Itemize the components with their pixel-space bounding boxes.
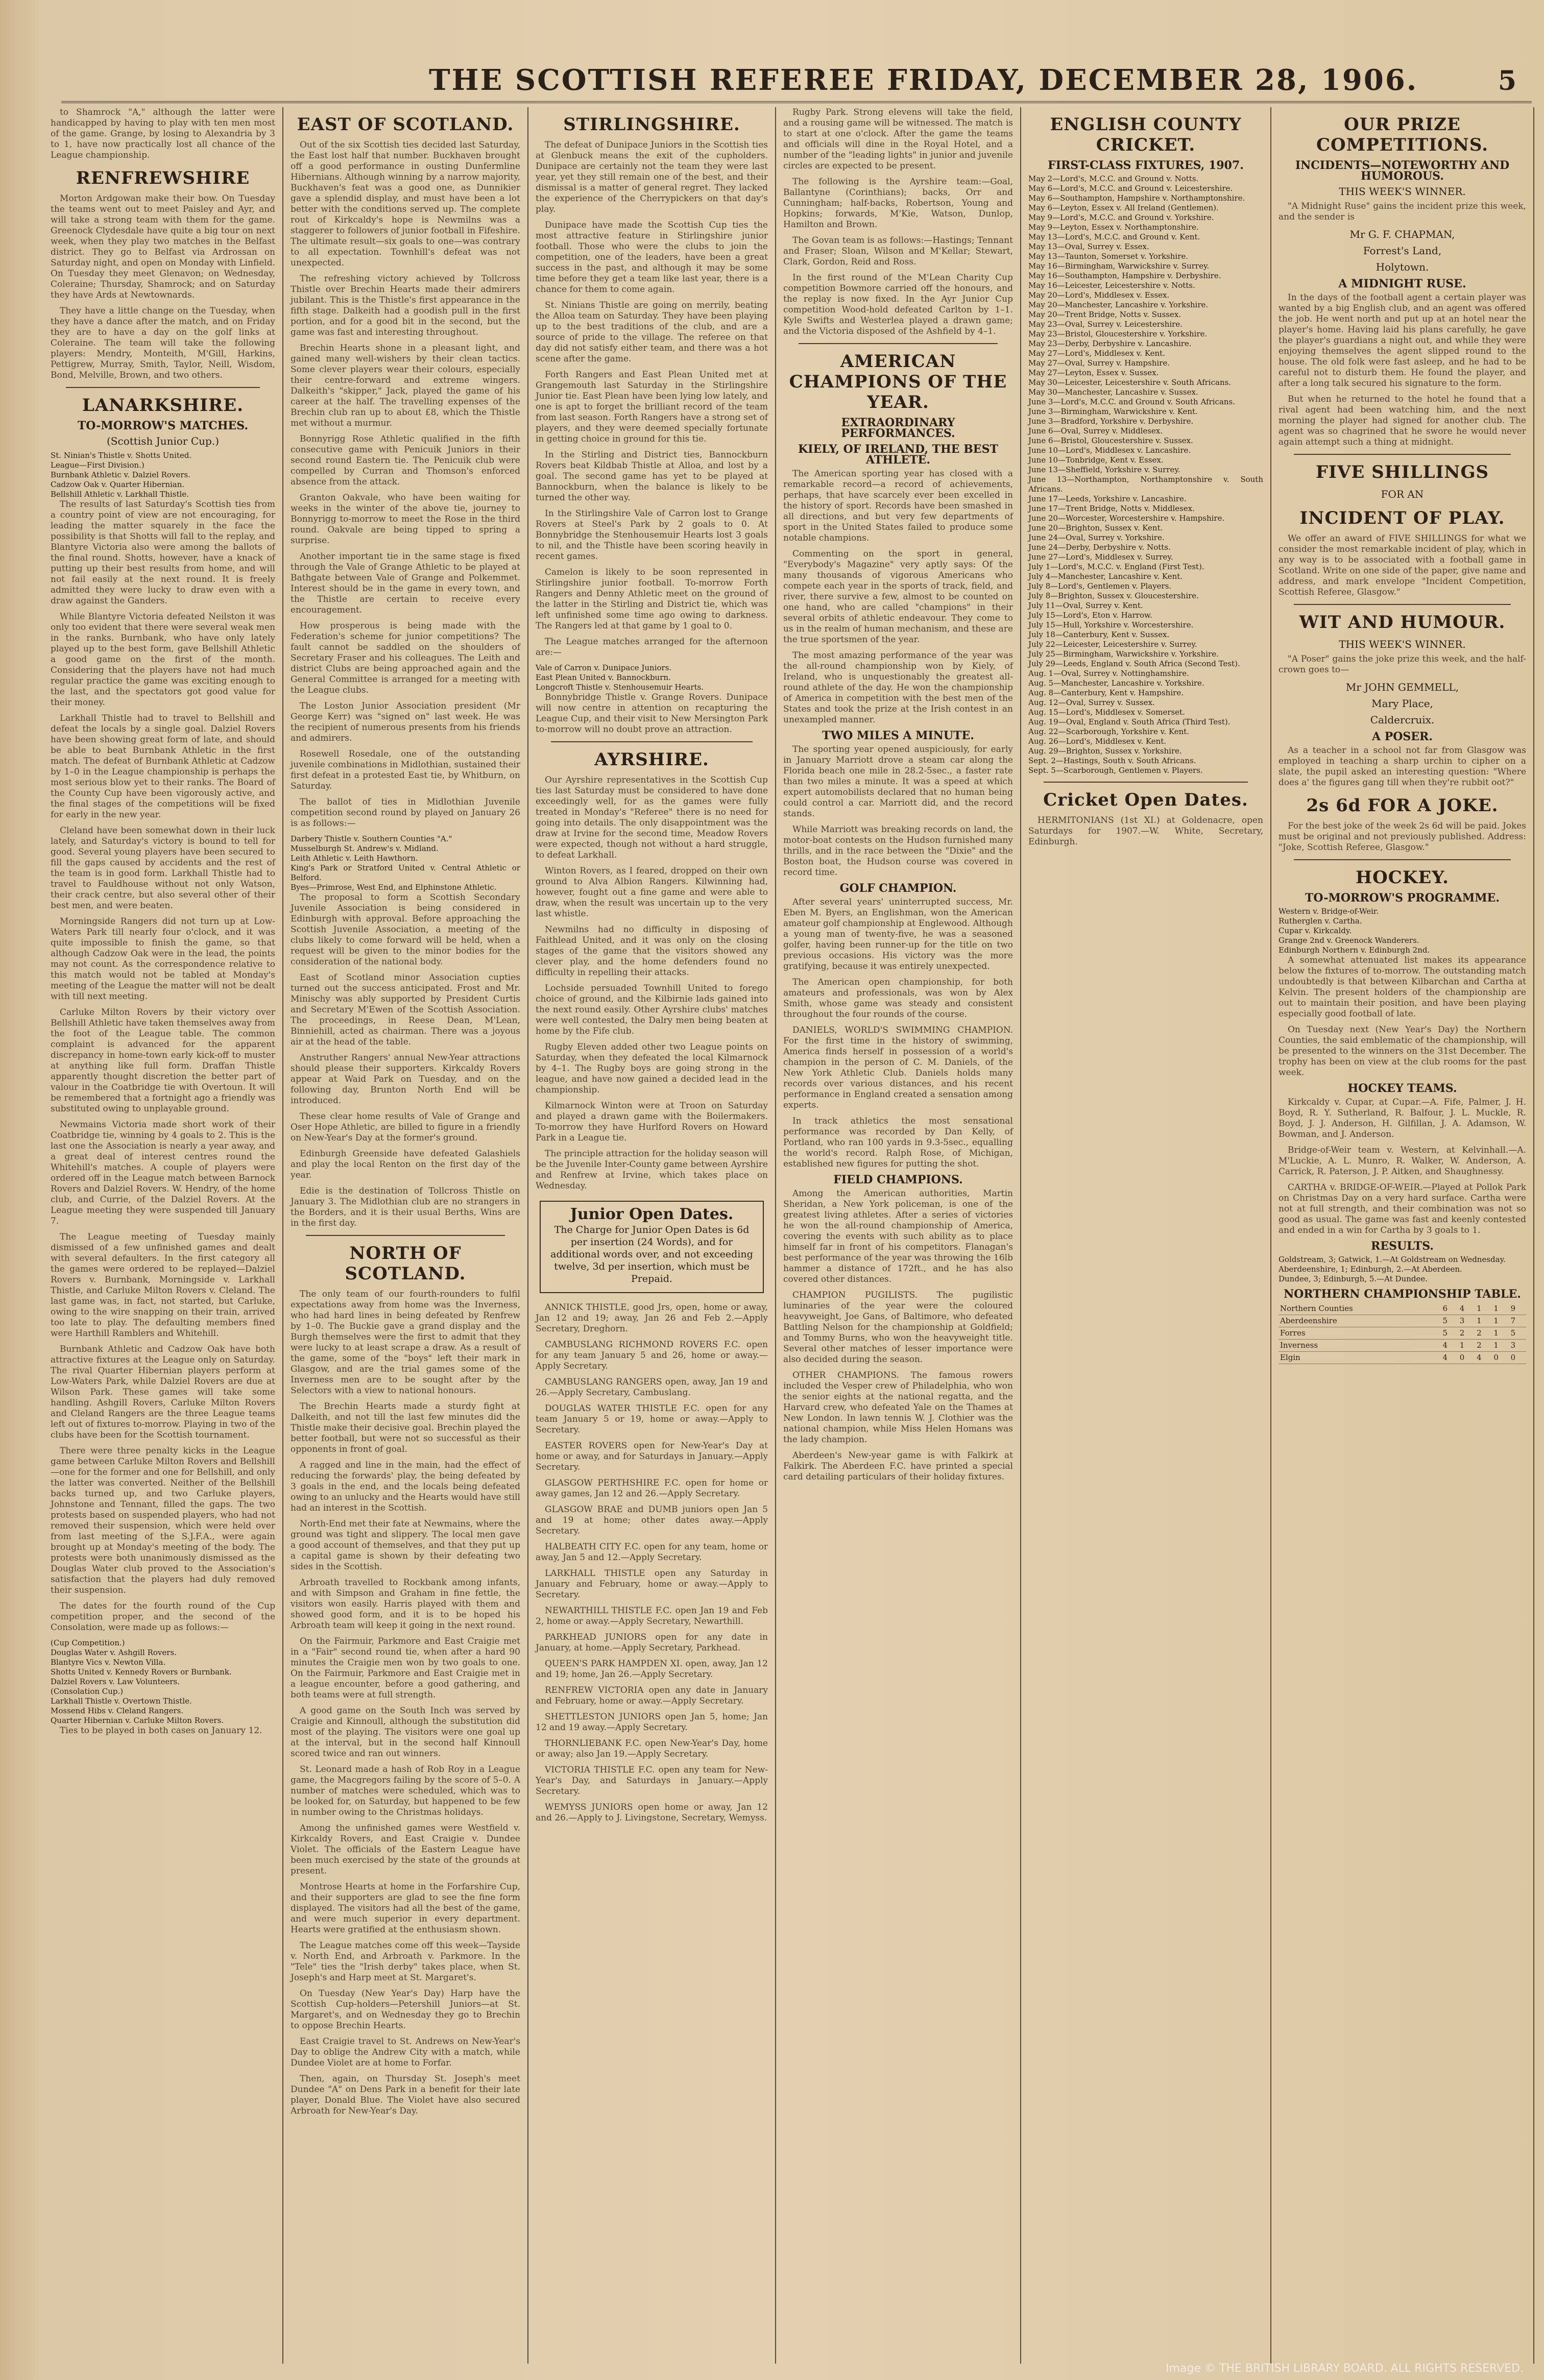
fixture-line: May 27—Oval, Surrey v. Hampshire. xyxy=(1028,358,1170,368)
subheading: TO-MORROW'S PROGRAMME. xyxy=(1305,891,1500,905)
fixture-line: May 27—Leyton, Essex v. Sussex. xyxy=(1028,368,1159,377)
body-text: The most amazing performance of the year was the all-round championship won by Kiely, of Ireland, who is unquestionably the greatest all-round athlete of the day. He won the championship of America in competition with the best men of the States and took the prize at the Irish contest in an unexampled manner. xyxy=(783,650,1013,725)
winner-address: Holytown. xyxy=(1376,261,1429,273)
heading-english-county-cricket: ENGLISH COUNTY CRICKET. xyxy=(1050,114,1242,155)
body-text: East Craigie travel to St. Andrews on New-Year's Day to oblige the Andrew City with a match, while Dundee Violet are at home to Forfar. xyxy=(291,2036,520,2068)
subheading: FIRST-CLASS FIXTURES, 1907. xyxy=(1048,159,1244,172)
winner-address: Mary Place, xyxy=(1371,697,1433,710)
body-text: The Loston Junior Association president (Mr George Kerr) was "signed on" last week. He was the recipient of numerous presents from his friends and admirers. xyxy=(291,701,520,743)
fixture-line: June 10—Lord's, Middlesex v. Lancashire. xyxy=(1028,446,1191,455)
winner-heading: THIS WEEK'S WINNER. xyxy=(1339,185,1466,198)
table-row: Elgin 4 0 4 0 0 xyxy=(1278,1352,1526,1364)
body-text: Carluke Milton Rovers by their victory over Bellshill Athletic have taken themselves away from the foot of the League table. The common complaint is advanced for the apparent discrepancy in home-town early kick-off to muster at anything like full form. Draffan Thistle apparently thought discretion the better part of valour in the Coatbridge tie with Overtoun. It will be remembered that a fortnight ago a friendly was substituted owing to unplayable ground. xyxy=(51,1007,275,1114)
fixture-line: Mossend Hibs v. Cleland Rangers. xyxy=(51,1706,184,1715)
body-text: The following is the Ayrshire team:—Goal, Ballantyne (Corinthians); backs, Orr and Cunningham; half-backs, Robertson, Young and Hopkins; forwards, M'Kie, Watson, Dunlop, Hamilton and Brown. xyxy=(783,177,1013,230)
fixture-line: Aug. 5—Manchester, Lancashire v. Yorkshire. xyxy=(1028,678,1204,688)
fixture-line: June 27—Lord's, Middlesex v. Surrey. xyxy=(1028,552,1173,562)
body-text: Bridge-of-Weir team v. Western, at Kelvinhall.—A. M'Luckie, A. L. Munro, R. Walker, W. Anderson, A. Carrick, R. Paterson, J. P. Aitken, and Shaughnessy. xyxy=(1278,1145,1526,1177)
body-text: There were three penalty kicks in the League game between Carluke Milton Rovers and Bellshill—one for the former and one for Bellshill, and only the latter was converted. Neither of the Bellshill backs turned up, and two Carluke players, Johnstone and Tennant, filled the gaps. The two protests based on suspended players, who had not removed their suspension, which were held over from last meeting of the S.J.F.A., were again brought up at Monday's meeting of the body. The protests were both unanimously dismissed as the Douglas Water club proved to the Association's satisfaction that the players had duly removed their suspension. xyxy=(51,1446,275,1595)
fixture-line: Grange 2nd v. Greenock Wanderers. xyxy=(1278,936,1419,945)
body-text: While Blantyre Victoria defeated Neilston it was only too evident that there were several weak men in the ranks. Burnbank, who have only lately played up to the best form, gave Bellshill Athletic a good game on the first of the month. Considering that the players have not had much regular practice the game was exciting enough to the last, and the spectators got good value for their money. xyxy=(51,612,275,708)
body-text: Commenting on the sport in general, "Everybody's Magazine" very aptly says: Of the many thousands of vigorous Americans who compete each year in the sports of track, field, and river, there survive a few, almost to be counted on one hand, who are called "champions" in their several orbits of athletic endeavour. They come to us in the realm of human mechanism, and these are the true sportsmen of the year. xyxy=(783,549,1013,645)
fixture-line: Aug. 19—Oval, England v. South Africa (Third Test). xyxy=(1028,717,1231,726)
fixture-line: June 24—Oval, Surrey v. Yorkshire. xyxy=(1028,533,1165,542)
body-text: "A Poser" gains the joke prize this week, and the half-crown goes to— xyxy=(1278,654,1526,675)
masthead xyxy=(61,60,1532,103)
junior-open-dates-box xyxy=(540,1201,764,1293)
subheading: HOCKEY TEAMS. xyxy=(1347,1082,1457,1095)
classified-ad: ANNICK THISTLE, good Jrs, open, home or away, Jan 12 and 19; away, Jan 26 and Feb 2.—Apply Secretary, Dreghorn. xyxy=(536,1302,768,1334)
junior-open-dates-note: The Charge for Junior Open Dates is 6d per insertion (24 Words), and for additional words over, and not exceeding twelve, 3d per insertion, which must be Prepaid. xyxy=(550,1224,753,1284)
fixture-line: Aug. 15—Lord's, Middlesex v. Somerset. xyxy=(1028,708,1185,717)
fixture-line: May 23—Derby, Derbyshire v. Lancashire. xyxy=(1028,339,1192,348)
body-text: Dunipace have made the Scottish Cup ties the most attractive feature in Stirlingshire junior football. Those who were the clubs to join the competition, one of the leaders, have been a great success in the past, and although it may be some time before they get a team like last year, there is a chance for them to come again. xyxy=(536,220,768,295)
column-3 xyxy=(528,107,776,2364)
body-text: On Tuesday (New Year's Day) Harp have the Scottish Cup-holders—Petershill Juniors—at St. Margaret's, and on Wednesday they go to Brechin to oppose Brechin Hearts. xyxy=(291,1988,520,2031)
fixture-line: King's Park or Stratford United v. Central Athletic or Belford. xyxy=(291,863,520,882)
fixture-line: May 9—Lord's, M.C.C. and Ground v. Yorkshire. xyxy=(1028,213,1214,222)
fixture-line: July 11—Oval, Surrey v. Kent. xyxy=(1028,601,1143,610)
body-text: In track athletics the most sensational performance was recorded by Dan Kelly, of Portland, who ran 100 yards in 9.3-5sec., equalling the world's record. Ralph Rose, of Michigan, established new figures for putting the shot. xyxy=(783,1116,1013,1169)
body-text: The American open championship, for both amateurs and professionals, was won by Alex Smith, whose game was steady and consistent throughout the four rounds of the course. xyxy=(783,977,1013,1019)
classified-ad: HERMITONIANS (1st XI.) at Goldenacre, open Saturdays for 1907.—W. White, Secretary, Edinburgh. xyxy=(1028,815,1263,847)
fixture-line: May 16—Southampton, Hampshire v. Derbyshire. xyxy=(1028,271,1221,280)
body-text: The League meeting of Tuesday mainly dismissed of a few unfinished games and dealt with several defaulters. In the first category all the games were ordered to be replayed—Dalziel Rovers v. Burnbank, Morningside v. Larkhall Thistle, and Carluke Milton Rovers v. Cleland. The last game was, in fact, not started, but Carluke, owing to the wire snapping on their train, arrived too late to play. The defaulting members fined were Harthill Ramblers and Whitehill. xyxy=(51,1232,275,1339)
body-text: Ties to be played in both cases on January 12. xyxy=(60,1726,262,1736)
body-text: Edie is the destination of Tollcross Thistle on January 3. The Midlothian club are no strangers in the Borders, and it is their usual Berths, Wins are in the first day. xyxy=(291,1186,520,1228)
subheading: EXTRAORDINARY PERFORMANCES. xyxy=(841,416,955,440)
fixture-line: June 20—Worcester, Worcestershire v. Hampshire. xyxy=(1028,514,1225,523)
body-text: A somewhat attenuated list makes its appearance below the fixtures of to-morrow. The outstanding match undoubtedly is that between Kilbarchan and Cartha at Kelvin. The present holders of the championship are out to maintain their position, and have been playing especially good football of late. xyxy=(1278,955,1526,1019)
column-4 xyxy=(776,107,1021,2364)
fixture-line: June 10—Tonbridge, Kent v. Essex. xyxy=(1028,455,1164,465)
classified-ad: CAMBUSLANG RANGERS open, away, Jan 19 and 26.—Apply Secretary, Cambuslang. xyxy=(536,1377,768,1398)
fixture-line: June 6—Bristol, Gloucestershire v. Sussex. xyxy=(1028,436,1193,445)
fixture-line: May 20—Trent Bridge, Notts v. Sussex. xyxy=(1028,310,1181,319)
fixture-line: Rutherglen v. Cartha. xyxy=(1278,916,1362,926)
body-text: St. Leonard made a hash of Rob Roy in a League game, the Macgregors failing by the score of 5–0. A number of matches were scheduled, which was to be looked for, on Saturday, but happened to be few in number owing to the Christmas holidays. xyxy=(291,1764,520,1817)
body-text: The sporting year opened auspiciously, for early in January Marriott drove a steam car along the Florida beach one mile in 28.2-5sec., a faster rate than two miles a minute. It was a speed at which expert automobilists declared that no human being could control a car. Marriott did, and the record stands. xyxy=(783,744,1013,819)
body-text: St. Ninians Thistle are going on merrily, beating the Alloa team on Saturday. They have been playing up to the best traditions of the club, and are a source of pride to the village. The referee on that day did not satisfy either team, and there was a hot scene after the game. xyxy=(536,300,768,364)
fixture-line: June 13—Northampton, Northamptonshire v. South Africans. xyxy=(1028,475,1263,494)
column-6 xyxy=(1271,107,1534,2364)
body-text: The Brechin Hearts made a sturdy fight at Dalkeith, and not till the last few minutes did the Thistle make their decisive goal. Brechin played the better football, but were not so successful as their opponents in front of goal. xyxy=(291,1401,520,1454)
fixture-line: Byes—Primrose, West End, and Elphinstone Athletic. xyxy=(291,883,497,892)
classified-ad: LARKHALL THISTLE open any Saturday in January and February, home or away.—Apply to Secretary. xyxy=(536,1568,768,1600)
fixture-line: East Plean United v. Bannockburn. xyxy=(536,673,671,682)
fixture-line: May 27—Lord's, Middlesex v. Kent. xyxy=(1028,349,1165,358)
body-text: In the days of the football agent a certain player was wanted by a big English club, and an agent was offered the job. He went north and put up at an hotel near the player's home. Having laid his plans carefully, he gave the player's guardians a night out, and while they were enjoying themselves the agent slipped round to the house. The old folk were fast asleep, and he had to be careful not to disturb them. He found the player, and after a long talk secured his signature to the form. xyxy=(1278,293,1526,388)
fixture-line: May 20—Lord's, Middlesex v. Essex. xyxy=(1028,290,1170,300)
body-text: CHAMPION PUGILISTS. The pugilistic luminaries of the year were the coloured heavyweight, Joe Gans, of Baltimore, who defeated Battling Nelson for the championship at Goldfield; and Tommy Burns, who won the heavyweight title. Several other matches of lesser importance were also decided during the season. xyxy=(783,1290,1013,1365)
classified-ad: PARKHEAD JUNIORS open for any date in January, at home.—Apply Secretary, Parkhead. xyxy=(536,1632,768,1653)
fixture-line: May 2—Lord's, M.C.C. and Ground v. Notts. xyxy=(1028,174,1199,183)
fixture-line: July 1—Lord's, M.C.C. v. England (First Test). xyxy=(1028,562,1204,571)
subheading: TO-MORROW'S MATCHES. xyxy=(77,419,249,432)
body-text: On the Fairmuir, Parkmore and East Craigie met in a "Fair" second round tie, when after a hard 90 minutes the Craigie men won by two goals to one. On the Fairmuir, Parkmore and East Craigie met in a league encounter, before a good gathering, and both teams were at full strength. xyxy=(291,1636,520,1700)
winner-address: Forrest's Land, xyxy=(1363,245,1442,257)
page-number: 5 xyxy=(1498,65,1516,96)
body-text: Larkhall Thistle had to travel to Bellshill and defeat the locals by a single goal. Dalziel Rovers have been showing great form of late, and should be able to beat Burnbank Athletic in the first match. The defeat of Burnbank Athletic at Cadzow by 1–0 in the League championship is perhaps the most serious blow yet to their ranks. The Board of the County Cup have been vigorously active, and the final stages of the competitions will be fixed for early in the new year. xyxy=(51,713,275,820)
divider xyxy=(306,1235,505,1236)
fixture-line: May 6—Leyton, Essex v. All Ireland (Gentlemen). xyxy=(1028,203,1219,212)
fixture-line: May 16—Leicester, Leicestershire v. Notts. xyxy=(1028,281,1195,290)
fixture-line: July 15—Hull, Yorkshire v. Worcestershire. xyxy=(1028,620,1194,629)
fixture-line: Bellshill Athletic v. Larkhall Thistle. xyxy=(51,490,189,499)
fixture-line: Longcroft Thistle v. Stenhousemuir Hearts. xyxy=(536,683,704,692)
fixture-line: July 29—Leeds, England v. South Africa (Second Test). xyxy=(1028,659,1240,668)
body-text: They have a little change on the Tuesday, when they have a dance after the match, and on Friday they are to have a day on the golf links at Coleraine. The team will take the following players: Mendry, Monteith, M'Gill, Harkins, Pettigrew, Murray, Smith, Taylor, Neill, Wisdom, Bond, Melville, Brown, and two others. xyxy=(51,306,275,380)
body-text: Anstruther Rangers' annual New-Year attractions should please their supporters. Kirkcaldy Rovers appear at Waid Park on Tuesday, and on the following day, Brunton North End will be introduced. xyxy=(291,1053,520,1106)
body-text: Edinburgh Greenside have defeated Galashiels and play the local Renton on the first day of the year. xyxy=(291,1149,520,1180)
body-text: In the first round of the M'Lean Charity Cup competition Bowmore carried off the honours, and the replay is now fixed. In the Ayr Junior Cup competition Wood-hold defeated Carlton by 1–1. Kyle Swifts and Westerlea played a drawn game; and the Victoria disposed of the Ashfield by 4–1. xyxy=(783,273,1013,336)
fixture-line: Musselburgh St. Andrew's v. Midland. xyxy=(291,844,439,853)
fixture-line: Quarter Hibernian v. Carluke Milton Rovers. xyxy=(51,1716,224,1725)
subheading: TWO MILES A MINUTE. xyxy=(822,729,974,742)
body-text: Montrose Hearts at home in the Forfarshire Cup, and their supporters are glad to see the fine form displayed. The visitors had all the best of the game, and were much superior in every department. Hearts were gratified at the enthusiasm shown. xyxy=(291,1882,520,1935)
divider xyxy=(1294,859,1511,860)
table-row: Forres 5 2 2 1 5 xyxy=(1278,1327,1526,1340)
body-text: Newmilns had no difficulty in disposing of Faithlead United, and it was only on the closing stages of the game that the visitors showed any clever play, and the home defenders found no difficulty in repelling their attacks. xyxy=(536,925,768,978)
classified-ad: SHETTLESTON JUNIORS open Jan 5, home; Jan 12 and 19 away.—Apply Secretary. xyxy=(536,1712,768,1733)
fixture-line: June 13—Sheffield, Yorkshire v. Surrey. xyxy=(1028,465,1180,474)
fixture-line: May 13—Lord's, M.C.C. and Ground v. Kent. xyxy=(1028,232,1200,241)
body-text: For the best joke of the week 2s 6d will be paid. Jokes must be original and not previously published. Address: "Joke, Scottish Referee, Glasgow." xyxy=(1278,821,1526,853)
body-text: The League matches arranged for the afternoon are:— xyxy=(536,637,768,658)
heading-five-shillings: FIVE SHILLINGS xyxy=(1315,462,1489,482)
winner-name: Mr G. F. CHAPMAN, xyxy=(1349,228,1455,240)
fixture-line: June 6—Oval, Surrey v. Middlesex. xyxy=(1028,426,1163,435)
body-text: But when he returned to the hotel he found that a rival agent had been watching him, and the next morning the player had signed for another club. The agent was so chagrined that he swore he would never again attempt such a thing at midnight. xyxy=(1278,394,1526,447)
story-title: A MIDNIGHT RUSE. xyxy=(1338,277,1466,290)
subheading: FIELD CHAMPIONS. xyxy=(833,1173,963,1186)
heading-american-champions: AMERICAN CHAMPIONS OF THE YEAR. xyxy=(789,351,1007,412)
heading-wit-and-humour: WIT AND HUMOUR. xyxy=(1299,612,1506,633)
fixture-line: Goldstream, 3; Gatwick, 1.—At Goldstream on Wednesday. xyxy=(1278,1255,1506,1264)
fixture-line: St. Ninian's Thistle v. Shotts United. xyxy=(51,451,192,460)
fixture-line: May 23—Oval, Surrey v. Leicestershire. xyxy=(1028,320,1183,329)
heading-lanarkshire: LANARKSHIRE. xyxy=(82,395,244,416)
fixture-line: Shotts United v. Kennedy Rovers or Burnbank. xyxy=(51,1667,232,1677)
body-text: Camelon is likely to be soon represented in Stirlingshire junior football. To-morrow Forth Rangers and Denny Athletic meet on the ground of the latter in the Stirling and District tie, which was left unfinished some time ago owing to darkness. The Rangers led at that game by 1 goal to 0. xyxy=(536,567,768,631)
body-text: While Marriott was breaking records on land, the motor-boat contests on the Hudson furnished many thrills, and in the race between the "Dixie" and the Boston boat, the Hudson course was covered in record time. xyxy=(783,824,1013,878)
heading-joke-prize: 2s 6d FOR A JOKE. xyxy=(1306,795,1499,816)
body-text: Bonnybridge Thistle v. Grange Rovers. Dunipace will now centre in attention on recapturing the League Cup, and their visit to New Mersington Park to-morrow will no doubt prove an attraction. xyxy=(536,692,768,735)
classified-ad: GLASGOW BRAE and DUMB juniors open Jan 5 and 19 at home; other dates away.—Apply Secretary. xyxy=(536,1504,768,1536)
body-text: Out of the six Scottish ties decided last Saturday, the East lost half that number. Buckhaven brought off a good performance in ousting Dunfermline Hibernians. Although winning by a narrow majority, Buckhaven's feat was a good one, as Dunnikier gave a splendid display, and must have been a lot better with the conditions served up. The complete rout of Kirkcaldy's hope is Newmilns was a staggerer to followers of junior football in Fifeshire. The ultimate result—six goals to one—was contrary to all expectation. Townhill's defeat was not unexpected. xyxy=(291,140,520,268)
body-text: Granton Oakvale, who have been waiting for weeks in the winter of the above tie, journey to Bonnyrigg to-morrow to meet the Rose in the third round. Oakvale are being tipped to spring a surprise. xyxy=(291,493,520,546)
body-text: "A Midnight Ruse" gains the incident prize this week, and the sender is xyxy=(1278,201,1526,222)
fixture-line: Aberdeenshire, 1; Edinburgh, 2.—At Aberdeen. xyxy=(1278,1265,1462,1274)
body-text: Our Ayrshire representatives in the Scottish Cup ties last Saturday must be considered to have done exceedingly well, for as the games were fully treated in Monday's "Referee" there is no need for going into details. The only disappointment was the draw at Irvine for the second time, Meadow Rovers were expected, though not without a hard struggle, to defeat Larkhall. xyxy=(536,775,768,860)
subheading: FOR AN xyxy=(1381,488,1424,500)
body-text: Rugby Eleven added other two League points on Saturday, when they defeated the local Kilmarnock by 4–1. The Rugby boys are going strong in the league, and have now gained a decided lead in the championship. xyxy=(536,1042,768,1095)
fixture-line: May 23—Bristol, Gloucestershire v. Yorkshire. xyxy=(1028,329,1208,338)
fixture-line: July 8—Brighton, Sussex v. Gloucestershire. xyxy=(1028,591,1199,600)
fixture-line: Aug. 1—Oval, Surrey v. Nottinghamshire. xyxy=(1028,669,1189,678)
fixture-line: Dalziel Rovers v. Law Volunteers. xyxy=(51,1677,180,1686)
heading-ayrshire: AYRSHIRE. xyxy=(594,749,709,770)
body-text: In the Stirling and District ties, Bannockburn Rovers beat Kildbab Thistle at Alloa, and lost by a goal. The second game has yet to be played at Bannockburn, when the balance is likely to be turned the other way. xyxy=(536,450,768,503)
classified-ad: QUEEN'S PARK HAMPDEN XI. open, away, Jan 12 and 19; home, Jan 26.—Apply Secretary. xyxy=(536,1659,768,1680)
column-5 xyxy=(1021,107,1271,2364)
fixture-line: May 30—Manchester, Lancashire v. Sussex. xyxy=(1028,387,1198,397)
body-text: The dates for the fourth round of the Cup competition proper, and the second of the Consolation, were made up as follows:— xyxy=(51,1601,275,1633)
fixture-line: Douglas Water v. Ashgill Rovers. xyxy=(51,1648,177,1657)
heading-prize-competitions: OUR PRIZE COMPETITIONS. xyxy=(1316,114,1489,155)
body-text: We offer an award of FIVE SHILLINGS for what we consider the most remarkable incident of play, which in any way is to be associated with a football game in Scotland. Write on one side of the paper, give name and address, and mark envelope "Incident Competition, Scottish Referee, Glasgow." xyxy=(1278,533,1526,597)
winner-heading: THIS WEEK'S WINNER. xyxy=(1339,638,1466,650)
divider xyxy=(799,343,998,344)
story-title: A POSER. xyxy=(1371,730,1433,743)
fixture-line: Larkhall Thistle v. Overtown Thistle. xyxy=(51,1696,192,1706)
classified-ad: THORNLIEBANK F.C. open New-Year's Day, home or away; also Jan 19.—Apply Secretary. xyxy=(536,1738,768,1759)
fixture-line: June 24—Derby, Derbyshire v. Notts. xyxy=(1028,543,1171,552)
winner-name: Mr JOHN GEMMELL, xyxy=(1345,681,1459,693)
fixture-line: (Cup Competition.) xyxy=(51,1638,125,1647)
winner-address: Caldercruix. xyxy=(1370,714,1435,726)
fixture-line: (Consolation Cup.) xyxy=(51,1687,124,1696)
body-text: Lochside persuaded Townhill United to forego choice of ground, and the Kilbirnie lads gained into the next round easily. Other Ayrshire clubs' matches were well contested, the Dalry men being beaten at home by the Fife club. xyxy=(536,983,768,1036)
image-credit: Image © THE BRITISH LIBRARY BOARD. ALL RIGHTS RESERVED. xyxy=(1166,2362,1524,2375)
body-text: East of Scotland minor Association cupties turned out the success anticipated. Frost and Mr. Minischy was ably supported by President Curtis and Secretary M'Ewen of the Scottish Association. The proceedings, in Reese Dean, M'Lean, Binniehill, acted as chairman. There was a joyous air at the head of the table. xyxy=(291,973,520,1047)
classified-ad: WEMYSS JUNIORS open home or away, Jan 12 and 26.—Apply to J. Livingstone, Secretary, Wemyss. xyxy=(536,1802,768,1823)
classified-ad: RENFREW VICTORIA open any date in January and February, home or away.—Apply Secretary. xyxy=(536,1685,768,1706)
divider xyxy=(1294,454,1511,455)
classified-ad: CAMBUSLANG RICHMOND ROVERS F.C. open for any team January 5 and 26, home or away.—Apply Secretary. xyxy=(536,1340,768,1371)
heading-cricket-open-dates: Cricket Open Dates. xyxy=(1043,790,1248,810)
fixture-line: Aug. 22—Scarborough, Yorkshire v. Kent. xyxy=(1028,727,1190,736)
body-text: Kirkcaldy v. Cupar, at Cupar.—A. Fife, Palmer, J. H. Boyd, R. Y. Sutherland, R. Balfour, J. L. Muckle, R. Boyd, J. J. Anderson, H. Gilfillan, J. A. Adamson, W. Bowman, and J. Anderson. xyxy=(1278,1097,1526,1139)
body-text: A ragged and line in the main, had the effect of reducing the forwards' play, the being defeated by 3 goals in the end, and the locals being defeated owing to an unlucky and the Hearts would have still had an interest in the Scottish. xyxy=(291,1460,520,1513)
body-text: The League matches come off this week—Tayside v. North End, and Arbroath v. Parkmore. In the "Tele" ties the "Irish derby" takes place, when St. Joseph's and Harp meet at St. Margaret's. xyxy=(291,1940,520,1983)
heading-renfrewshire: RENFREWSHIRE xyxy=(76,168,250,188)
table-row: Aberdeenshire 5 3 1 1 7 xyxy=(1278,1315,1526,1327)
heading-hockey: HOCKEY. xyxy=(1356,867,1449,888)
body-text: How prosperous is being made with the Federation's scheme for junior competitions? The fault cannot be saddled on the shoulders of Secretary Fraser and his colleagues. The Leith and district Clubs are being approached again and the General Committee is arranged for a meeting with the League clubs. xyxy=(291,621,520,695)
fixture-line: Aug. 29—Brighton, Sussex v. Yorkshire. xyxy=(1028,746,1182,756)
body-text: The ballot of ties in Midlothian Juvenile competition second round by played on January 26 is as follows:— xyxy=(291,797,520,829)
fixture-line: Vale of Carron v. Dunipace Juniors. xyxy=(536,663,672,672)
body-text: On Tuesday next (New Year's Day) the Northern Counties, the said emblematic of the championship, will be presented to the winners on the 31st December. The trophy has been on view at the club rooms for the past week. xyxy=(1278,1025,1526,1078)
body-text: The results of last Saturday's Scottish ties from a country point of view are not encouraging, for leading the matter squarely in the face the possibility is that Shotts will fall to the replay, and Blantyre Victoria also were among the ballots of the final round. Shotts, however, have a knack of putting up their best results from home, and will not fail easily at the next round. It is freely admitted they were lucky to draw even with a draw against the Ganders. xyxy=(51,499,275,606)
body-text: The defeat of Dunipace Juniors in the Scottish ties at Glenbuck means the exit of the cupholders. Dunipace are certainly not the team they were last year, yet they still remain one of the best, and their dismissal is a matter of general regret. They lacked the experience of the Cherrypickers on that day's play. xyxy=(536,140,768,214)
body-text: Morton Ardgowan make their bow. On Tuesday the teams went out to meet Paisley and Ayr, and will take a strong team with them for the game. Greenock Clydesdale have quite a big tour on next week, when they play two matches in the Belfast district. They go to Belfast via Ardrossan on Saturday night, and open on Monday with Linfield. On Tuesday they meet Glenavon; on Wednesday, Coleraine; Thursday, Shamrock; and on Saturday they have Ards at Newtownards. xyxy=(51,193,275,300)
body-text: North-End met their fate at Newmains, where the ground was tight and slippery. The local men gave a good account of themselves, and that they put up a capital game is shown by their defeating two sides in the Scottish. xyxy=(291,1519,520,1572)
fixture-line: June 3—Lord's, M.C.C. and Ground v. South Africans. xyxy=(1028,397,1236,406)
classified-ad: NEWARTHILL THISTLE F.C. open Jan 19 and Feb 2, home or away.—Apply Secretary, Newarthill. xyxy=(536,1606,768,1626)
fixture-line: Western v. Bridge-of-Weir. xyxy=(1278,907,1379,916)
fixture-line: May 30—Leicester, Leicestershire v. South Africans. xyxy=(1028,378,1232,387)
body-text: Morningside Rangers did not turn up at Low-Waters Park till nearly four o'clock, and it was quite impossible to finish the game, so that although Cadzow Oak were in the lead, the points may not count. As the correspondence relative to this match would not be tabled at Monday's meeting of the League the matter will not be dealt with till next meeting. xyxy=(51,916,275,1002)
body-text: OTHER CHAMPIONS. The famous rowers included the Vesper crew of Philadelphia, who won the senior eights at the national regatta, and the Harvard crew, who defeated Yale on the Thames at New London. In lawn tennis W. J. Clothier was the national champion, while Miss Helen Homans was the lady champion. xyxy=(783,1370,1013,1445)
column-2 xyxy=(283,107,528,2364)
fixture-line: July 18—Canterbury, Kent v. Sussex. xyxy=(1028,630,1170,639)
fixture-line: Darbery Thistle v. Southern Counties "A." xyxy=(291,834,452,843)
body-text: The principle attraction for the holiday season will be the Juvenile Inter-County game between Ayrshire and Renfrew at Irvine, which takes place on Wednesday. xyxy=(536,1149,768,1191)
body-text: Brechin Hearts shone in a pleasant light, and gained many well-wishers by their clean tactics. Some clever players wear their colours, especially their centre-forward and extreme wingers. Dalkeith's "skipper," Jack, played the game of his career at the half. The travelling expenses of the Brechin club ran up to about £8, which the Thistle met without a murmur. xyxy=(291,343,520,428)
fixture-line: Cadzow Oak v. Quarter Hibernian. xyxy=(51,480,185,489)
body-text: The Govan team is as follows:—Hastings; Tennant and Fraser; Sloan, Wilson and M'Kellar; Stewart, Clark, Gordon, Reid and Ross. xyxy=(783,235,1013,267)
subheading: RESULTS. xyxy=(1371,1240,1434,1253)
body-text: Rugby Park. Strong elevens will take the field, and a rousing game will be witnessed. The match is to start at one o'clock. After the game the teams and officials will dine in the Royal Hotel, and a number of the "leading lights" in junior and juvenile circles are expected to be present. xyxy=(783,107,1013,171)
classified-ad: DOUGLAS WATER THISTLE F.C. open for any team January 5 or 19, home or away.—Apply to Secretary. xyxy=(536,1403,768,1435)
subheading: NORTHERN CHAMPIONSHIP TABLE. xyxy=(1284,1288,1521,1301)
body-text: A good game on the South Inch was served by Craigie and Kinnoull, although the substitution did most of the playing. The visitors were one goal up at the interval, but in the second half Kinnoull scored twice and ran out winners. xyxy=(291,1706,520,1759)
fixture-line: Sept. 2—Hastings, South v. South Africans. xyxy=(1028,756,1196,765)
fixture-line: June 20—Brighton, Sussex v. Kent. xyxy=(1028,523,1163,532)
fixture-line: May 13—Taunton, Somerset v. Yorkshire. xyxy=(1028,252,1189,261)
fixture-line: July 15—Lord's, Eton v. Harrow. xyxy=(1028,611,1152,620)
body-text: The refreshing victory achieved by Tollcross Thistle over Brechin Hearts made their admirers jubilant. This is the Thistle's first appearance in the fifth stage. Dalkeith had a goodish pull in the first portion, and for a good bit in the second, but the game was fast and interesting throughout. xyxy=(291,274,520,337)
junior-open-dates-heading: Junior Open Dates. xyxy=(570,1205,734,1223)
body-text: Another important tie in the same stage is fixed through the Vale of Grange Athletic to be played at Bathgate between Vale of Grange and Polkemmet. Interest should be in the game in every town, and the Thistle are certain to receive every encouragement. xyxy=(291,551,520,615)
body-text: The proposal to form a Scottish Secondary Juvenile Association is being considered in Edinburgh with approval. Before approaching the Scottish Juvenile Association, a meeting of the clubs likely to come forward will be held, when a request will be given to the minor bodies for the consideration of the national body. xyxy=(291,892,520,967)
subheading: GOLF CHAMPION. xyxy=(839,882,957,895)
subheading: INCIDENTS—NOTEWORTHY AND HUMOROUS. xyxy=(1295,159,1510,183)
league-table xyxy=(1278,1303,1526,1364)
fixture-line: Edinburgh Northern v. Edinburgh 2nd. xyxy=(1278,945,1430,955)
heading-north-of-scotland: NORTH OF SCOTLAND. xyxy=(345,1243,466,1284)
table-row: Inverness 4 1 2 1 3 xyxy=(1278,1340,1526,1352)
heading-incident-of-play: INCIDENT OF PLAY. xyxy=(1299,508,1505,528)
body-text: CARTHA v. BRIDGE-OF-WEIR.—Played at Pollok Park on Christmas Day on a very hard surface. Cartha were not at full strength, and their combination was not so good as usual. The game was fast and keenly contested and ended in a win for Cartha by 3 goals to 1. xyxy=(1278,1182,1526,1235)
fixture-line: May 6—Lord's, M.C.C. and Ground v. Leicestershire. xyxy=(1028,184,1233,193)
fixture-line: Burnbank Athletic v. Dalziel Rovers. xyxy=(51,470,190,479)
fixture-line: July 25—Birmingham, Warwickshire v. Yorkshire. xyxy=(1028,649,1219,659)
fixture-line: Cupar v. Kirkcaldy. xyxy=(1278,926,1352,935)
body-text: Among the unfinished games were Westfield v. Kirkcaldy Rovers, and East Craigie v. Dundee Violet. The officials of the Eastern League have been much exercised by the state of the grounds at present. xyxy=(291,1823,520,1876)
body-text: These clear home results of Vale of Grange and Oser Hope Athletic, are billed to figure in a friendly on New-Year's Day at the former's ground. xyxy=(291,1111,520,1143)
fixture-line: June 3—Bradford, Yorkshire v. Derbyshire. xyxy=(1028,417,1194,426)
fixture-line: July 8—Lord's, Gentlemen v. Players. xyxy=(1028,581,1172,591)
fixture-line: Dundee, 3; Edinburgh, 5.—At Dundee. xyxy=(1278,1274,1428,1283)
body-text: The American sporting year has closed with a remarkable record—a record of achievements, perhaps, that have scarcely ever been excelled in the history of sport. Records have been smashed in all directions, and but very few departments of sport in the United States failed to produce some notable champions. xyxy=(783,469,1013,543)
body-text: As a teacher in a school not far from Glasgow was employed in teaching a sharp urchin to cipher on a slate, the pupil asked an interesting question: "Where does a' the figures gang till when they're rubbit oot?" xyxy=(1278,745,1526,788)
fixture-line: Leith Athletic v. Leith Hawthorn. xyxy=(291,854,418,863)
body-text: Kilmarnock Winton were at Troon on Saturday and played a drawn game with the Boilermakers. To-morrow they have Hurlford Rovers on Howard Park in a League tie. xyxy=(536,1101,768,1143)
fixture-line: May 6—Southampton, Hampshire v. Northamptonshire. xyxy=(1028,193,1245,203)
classified-ad: VICTORIA THISTLE F.C. open any team for New-Year's Day, and Saturdays in January.—Apply Secretary. xyxy=(536,1765,768,1796)
fixture-line: May 20—Manchester, Lancashire v. Yorkshire. xyxy=(1028,300,1209,309)
fixture-line: Aug. 26—Lord's, Middlesex v. Kent. xyxy=(1028,737,1167,746)
fixture-line: Blantyre Vics v. Newton Villa. xyxy=(51,1658,166,1667)
classified-ad: GLASGOW PERTHSHIRE F.C. open for home or away games, Jan 12 and 26.—Apply Secretary. xyxy=(536,1478,768,1499)
divider xyxy=(1044,782,1248,783)
body-text: Burnbank Athletic and Cadzow Oak have both attractive fixtures at the League only on Saturday. The rival Quarter Hibernian players perform at Low-Waters Park, while Dalziel Rovers are due at Wilson Park. These games will take some handling. Ashgill Rovers, Carluke Milton Rovers and Cleland Rangers are the three League teams left out of fixtures to-morrow. Playing in two of the clubs have been for the Scottish tournament. xyxy=(51,1344,275,1440)
body-text: Arbroath travelled to Rockbank among infants, and with Simpson and Graham in fine fettle, the visitors won easily. Harris played with them and showed good form, and it is to be hoped his Arbroath team will keep it going in the next round. xyxy=(291,1577,520,1631)
column-1 xyxy=(43,107,283,2364)
fixture-line: May 13—Oval, Surrey v. Essex. xyxy=(1028,242,1149,251)
subheading: KIELY, OF IRELAND, THE BEST ATHLETE. xyxy=(798,443,998,467)
divider xyxy=(1294,604,1511,605)
fixture-line: May 16—Birmingham, Warwickshire v. Surrey. xyxy=(1028,261,1210,271)
body-text: Cleland have been somewhat down in their luck lately, and Saturday's victory is bound to tell for good. Several young players have been secured to fill the gaps caused by accidents and the rest of the team is in good form. Larkhall Thistle had to travel to Fauldhouse without not only Watson, their crack centre, but also several other of their best men, and were beaten. xyxy=(51,825,275,911)
body-text: Among the American authorities, Martin Sheridan, a New York policeman, is one of the greatest living athletes. After a series of victories he won the all-round championship of America, covering the events with such ability as to place himself far in front of his competitors. Flanagan's best performance of the year was throwing the 16lb hammer a distance of 172ft., and he has also covered other distances. xyxy=(783,1188,1013,1284)
fixture-line: Sept. 5—Scarborough, Gentlemen v. Players. xyxy=(1028,766,1203,775)
fixture-line: July 22—Leicester, Leicestershire v. Surrey. xyxy=(1028,640,1197,649)
fixture-line: July 4—Manchester, Lancashire v. Kent. xyxy=(1028,572,1183,581)
fixture-line: Aug. 12—Oval, Surrey v. Sussex. xyxy=(1028,698,1155,707)
body-text: Forth Rangers and East Plean United met at Grangemouth last Saturday in the Stirlingshire Junior tie. East Plean have been lying low lately, and one is apt to forget the brilliant record of the team from last season. Forth Rangers have a strong set of players, and they were deemed specially fortunate in getting choice in ground for this tie. xyxy=(536,370,768,444)
body-text: Aberdeen's New-year game is with Falkirk at Falkirk. The Aberdeen F.C. have printed a special card detailing particulars of their holiday fixtures. xyxy=(783,1450,1013,1482)
divider xyxy=(66,387,260,388)
body-text: After several years' uninterrupted success, Mr. Eben M. Byers, an Englishman, won the American amateur golf championship at Englewood. Although a young man of twenty-five, he was a seasoned golfer, having been runner-up for the title on two previous occasions. His victory was the more gratifying, because it was entirely unexpected. xyxy=(783,897,1013,972)
body-text: Winton Rovers, as I feared, dropped on their own ground to Alva Albion Rangers. Kilwinning had, however, fought out a fine game and were able to draw, when the result was uncertain up to the very last whistle. xyxy=(536,866,768,919)
fixture-line: Aug. 8—Canterbury, Kent v. Hampshire. xyxy=(1028,688,1184,697)
heading-stirlingshire: STIRLINGSHIRE. xyxy=(563,114,740,135)
body-text: Bonnyrigg Rose Athletic qualified in the fifth consecutive game with Penicuik Juniors in their second round Eastern tie. The Penicuik club were compelled by Curran and Thomson's enforced absence from the attack. xyxy=(291,434,520,487)
masthead-title: THE SCOTTISH REFEREE FRIDAY, DECEMBER 28, 1906. xyxy=(429,63,1418,97)
classified-ad: HALBEATH CITY F.C. open for any team, home or away, Jan 5 and 12.—Apply Secretary. xyxy=(536,1542,768,1563)
fixture-line: League—First Division.) xyxy=(51,460,144,470)
subheading: (Scottish Junior Cup.) xyxy=(107,435,219,447)
body-text: Then, again, on Thursday St. Joseph's meet Dundee "A" on Dens Park in a benefit for their late player, Donald Blue. The Violet have also secured Arbroath for New-Year's Day. xyxy=(291,2074,520,2116)
body-text: In the Stirlingshire Vale of Carron lost to Grange Rovers at Steel's Park by 2 goals to 0. At Bonnybridge the Stenhousemuir Hearts lost 3 goals to nil, and the Thistle have been scoring heavily in recent games. xyxy=(536,508,768,562)
table-row: Northern Counties 6 4 1 1 9 xyxy=(1278,1303,1526,1315)
divider xyxy=(551,741,753,742)
fixture-line: June 17—Leeds, Yorkshire v. Lancashire. xyxy=(1028,494,1187,503)
body-text: Rosewell Rosedale, one of the outstanding juvenile combinations in Midlothian, sustained their first defeat in a protested East tie, by Whitburn, on Saturday. xyxy=(291,749,520,791)
fixture-line: June 17—Trent Bridge, Notts v. Middlesex. xyxy=(1028,504,1195,513)
classified-ad: EASTER ROVERS open for New-Year's Day at home or away, and for Saturdays in January.—Apply Secretary. xyxy=(536,1441,768,1472)
heading-east-of-scotland: EAST OF SCOTLAND. xyxy=(297,114,514,135)
body-text: Newmains Victoria made short work of their Coatbridge tie, winning by 4 goals to 2. This is the last one the Association is nearly a year away, and a great deal of interest centres round the Whitehill's matches. A couple of players were ordered off in the League match between Barnock Rovers and Dalziel Rovers. W. Hendry, of the home club, and Currie, of the Dalziel Rovers. At the League meeting they were suspended till January 7. xyxy=(51,1120,275,1226)
fixture-line: May 9—Leyton, Essex v. Northamptonshire. xyxy=(1028,223,1199,232)
body-text: The only team of our fourth-rounders to fulfil expectations away from home was the Inverness, who had hard lines in being defeated by Renfrew by 1–0. The Buckie gave a grand display and the Burgh themselves were the first to admit that they were lucky to at least scrape a draw. As a result of the game, some of the "boys" left their mark in Glasgow, and are the trial games some of the Inverness men are to be sought after by the Selectors with a view to national honours. xyxy=(291,1289,520,1396)
body-text: to Shamrock "A," although the latter were handicapped by having to play with ten men most of the game. Grange, by losing to Alexandria by 3 to 1, have now practically lost all chance of the League championship. xyxy=(51,107,275,160)
fixture-line: June 3—Birmingham, Warwickshire v. Kent. xyxy=(1028,407,1198,416)
body-text: DANIELS, WORLD'S SWIMMING CHAMPION. For the first time in the history of swimming, America finds herself in possession of a world's champion in the person of C. M. Daniels, of the New York Athletic Club. Daniels holds many records over various distances, and his recent performance in England created a sensation among experts. xyxy=(783,1025,1013,1110)
